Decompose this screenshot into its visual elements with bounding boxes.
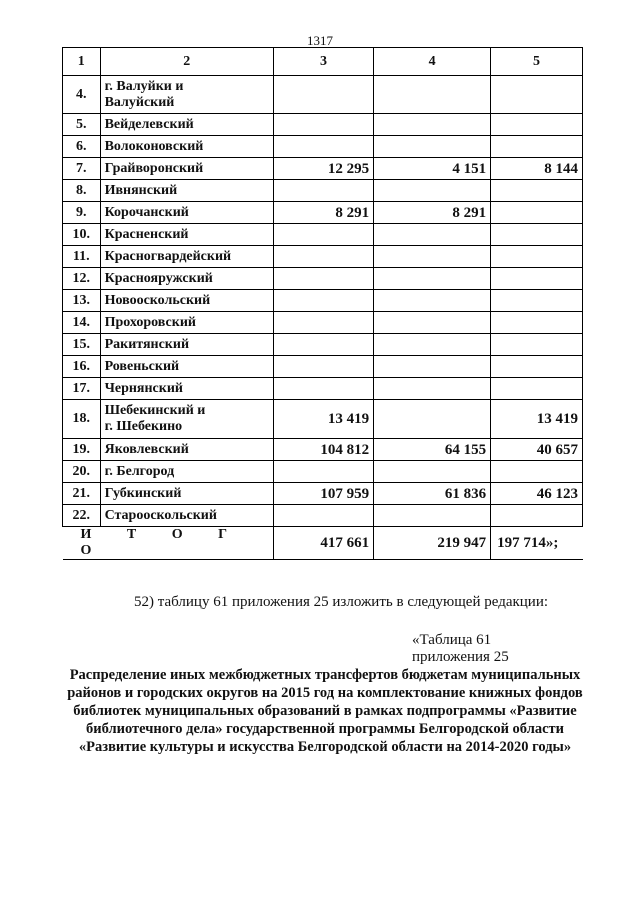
total-label-cell — [63, 527, 274, 560]
table-header-row — [63, 48, 583, 76]
regional-amount — [491, 505, 583, 527]
table-row — [63, 268, 583, 290]
federal-amount — [374, 76, 491, 114]
regional-amount — [491, 356, 583, 378]
total-label: И Т О Г О — [80, 527, 244, 558]
row-number: 17. — [63, 378, 101, 400]
district-name: Красненский — [100, 224, 273, 246]
total-amount — [273, 268, 373, 290]
regional-amount — [491, 180, 583, 202]
district-name: Ивнянский — [100, 180, 273, 202]
federal-amount: 8 291 — [374, 202, 491, 224]
regional-amount — [491, 224, 583, 246]
regional-amount — [491, 334, 583, 356]
table-row — [63, 224, 583, 246]
table-row — [63, 400, 583, 439]
row-number: 6. — [63, 136, 101, 158]
regional-amount: 13 419 — [491, 400, 583, 439]
row-number: 22. — [63, 505, 101, 527]
federal-amount — [374, 246, 491, 268]
total-amount — [273, 246, 373, 268]
total-row — [63, 527, 583, 560]
federal-amount — [374, 136, 491, 158]
page-number: 1317 — [307, 33, 333, 48]
column-header-4: 4 — [374, 48, 491, 76]
row-number: 19. — [63, 439, 101, 461]
table-row — [63, 158, 583, 180]
table-row — [63, 483, 583, 505]
regional-amount — [491, 268, 583, 290]
table-row — [63, 439, 583, 461]
total-amount-sum: 417 661 — [273, 527, 373, 560]
row-number: 9. — [63, 202, 101, 224]
district-name: Старооскольский — [100, 505, 273, 527]
regional-amount-sum: 197 714»; — [491, 527, 583, 560]
column-header-3: 3 — [273, 48, 373, 76]
regional-amount — [491, 378, 583, 400]
total-amount — [273, 136, 373, 158]
total-amount — [273, 312, 373, 334]
table-row — [63, 136, 583, 158]
district-name: г. Белгород — [100, 461, 273, 483]
federal-amount-sum: 219 947 — [374, 527, 491, 560]
table-reference-line2: приложения 25 — [412, 649, 509, 665]
federal-amount — [374, 312, 491, 334]
table-row — [63, 76, 583, 114]
district-name: Волоконовский — [100, 136, 273, 158]
federal-amount — [374, 290, 491, 312]
table-row — [63, 114, 583, 136]
federal-amount — [374, 378, 491, 400]
row-number: 21. — [63, 483, 101, 505]
total-amount — [273, 505, 373, 527]
regional-amount: 8 144 — [491, 158, 583, 180]
district-name: Краснояружский — [100, 268, 273, 290]
table-heading: Распределение иных межбюджетных трансфертов бюджетам муниципальных районов и городских округов на 2015 год на комплектование книжных фондов библиотек муниципальных образований в рамках подпрограммы «Развитие библиотечного дела» государственной программы Белгородской области «Развитие культуры и искусства Белгородской области на 2014-2020 годы» — [67, 667, 583, 755]
table-row — [63, 246, 583, 268]
district-name: г. Валуйки и Валуйский — [100, 76, 273, 114]
total-amount: 8 291 — [273, 202, 373, 224]
row-number: 11. — [63, 246, 101, 268]
table-row — [63, 378, 583, 400]
total-amount — [273, 461, 373, 483]
federal-amount — [374, 180, 491, 202]
row-number: 5. — [63, 114, 101, 136]
regional-amount — [491, 114, 583, 136]
table-row — [63, 505, 583, 527]
district-name: Ракитянский — [100, 334, 273, 356]
total-amount — [273, 224, 373, 246]
district-name: Ровеньский — [100, 356, 273, 378]
row-number: 10. — [63, 224, 101, 246]
table-reference — [412, 632, 509, 666]
row-number: 20. — [63, 461, 101, 483]
regional-amount — [491, 76, 583, 114]
regional-amount — [491, 461, 583, 483]
district-name: Красногвардейский — [100, 246, 273, 268]
federal-amount — [374, 114, 491, 136]
row-number: 13. — [63, 290, 101, 312]
federal-amount — [374, 400, 491, 439]
table-row — [63, 461, 583, 483]
total-amount — [273, 114, 373, 136]
federal-amount — [374, 334, 491, 356]
regional-amount — [491, 202, 583, 224]
regional-amount: 46 123 — [491, 483, 583, 505]
amendment-paragraph: 52) таблицу 61 приложения 25 изложить в следующей редакции: — [134, 594, 549, 610]
row-number: 8. — [63, 180, 101, 202]
table-row — [63, 334, 583, 356]
regional-amount — [491, 312, 583, 334]
row-number: 4. — [63, 76, 101, 114]
total-amount — [273, 180, 373, 202]
total-amount: 107 959 — [273, 483, 373, 505]
row-number: 16. — [63, 356, 101, 378]
federal-amount: 64 155 — [374, 439, 491, 461]
federal-amount — [374, 268, 491, 290]
total-amount: 12 295 — [273, 158, 373, 180]
table-row — [63, 290, 583, 312]
district-name: Грайворонский — [100, 158, 273, 180]
column-header-1: 1 — [63, 48, 101, 76]
total-amount — [273, 378, 373, 400]
regional-amount — [491, 290, 583, 312]
total-amount: 104 812 — [273, 439, 373, 461]
federal-amount — [374, 505, 491, 527]
district-name: Яковлевский — [100, 439, 273, 461]
row-number: 15. — [63, 334, 101, 356]
district-name: Прохоровский — [100, 312, 273, 334]
total-amount — [273, 76, 373, 114]
federal-amount: 4 151 — [374, 158, 491, 180]
row-number: 14. — [63, 312, 101, 334]
row-number: 7. — [63, 158, 101, 180]
table-row — [63, 180, 583, 202]
column-header-2: 2 — [100, 48, 273, 76]
table-reference-line1: «Таблица 61 — [412, 632, 492, 648]
table-row — [63, 356, 583, 378]
district-name: Шебекинский и г. Шебекино — [100, 400, 273, 439]
table-row — [63, 312, 583, 334]
regional-amount — [491, 136, 583, 158]
district-name: Вейделевский — [100, 114, 273, 136]
table-row — [63, 202, 583, 224]
federal-amount — [374, 461, 491, 483]
district-name: Новооскольский — [100, 290, 273, 312]
district-name: Губкинский — [100, 483, 273, 505]
regional-amount — [491, 246, 583, 268]
federal-amount — [374, 356, 491, 378]
total-amount — [273, 356, 373, 378]
total-amount — [273, 334, 373, 356]
district-name: Чернянский — [100, 378, 273, 400]
total-amount: 13 419 — [273, 400, 373, 439]
column-header-5: 5 — [491, 48, 583, 76]
transfers-table — [62, 47, 583, 560]
federal-amount — [374, 224, 491, 246]
district-name: Корочанский — [100, 202, 273, 224]
federal-amount: 61 836 — [374, 483, 491, 505]
regional-amount: 40 657 — [491, 439, 583, 461]
total-amount — [273, 290, 373, 312]
row-number: 18. — [63, 400, 101, 439]
row-number: 12. — [63, 268, 101, 290]
